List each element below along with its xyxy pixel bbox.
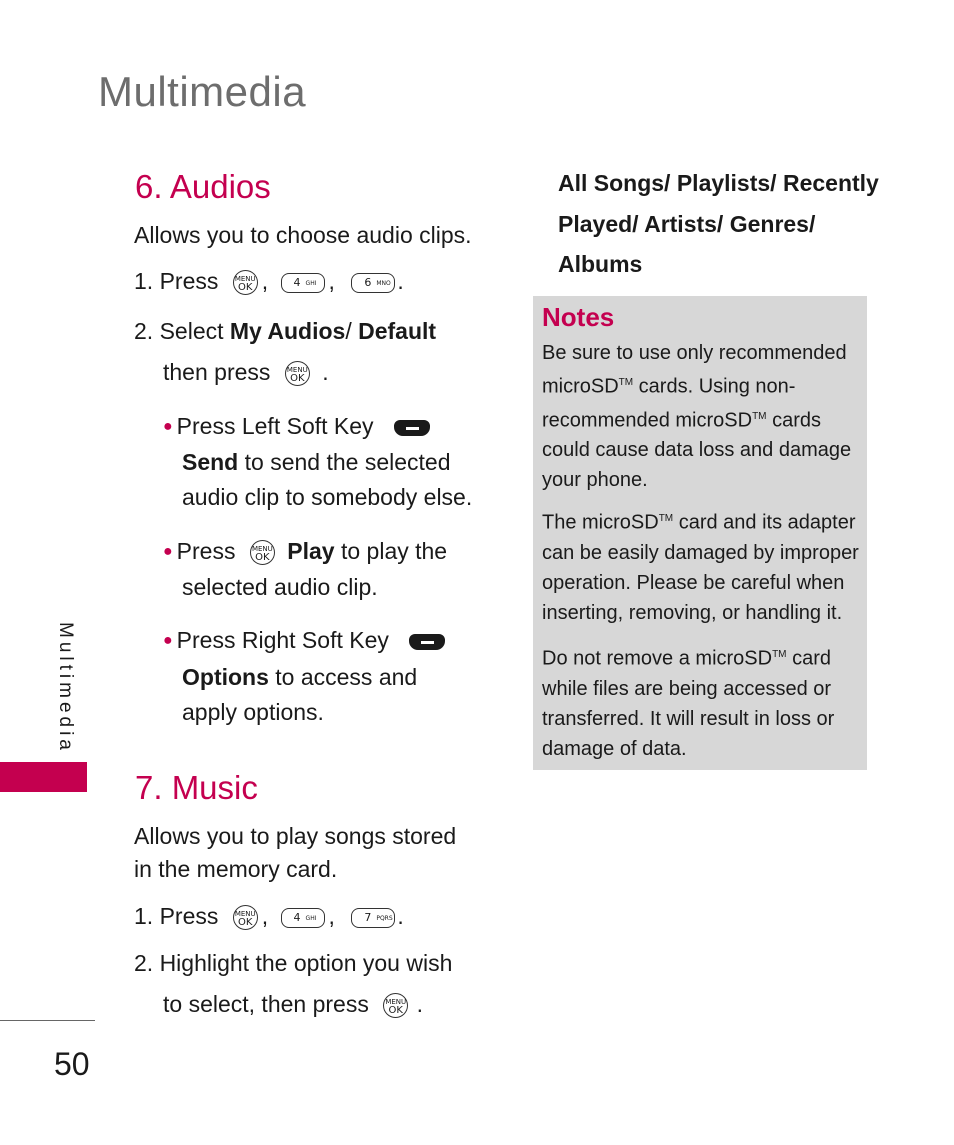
audios-step-2 <box>134 320 436 343</box>
note-text: cards <box>766 409 821 432</box>
trademark: TM <box>618 377 634 388</box>
key-number: 7 <box>364 910 372 924</box>
key-label: OK <box>238 917 253 929</box>
key-label: OK <box>255 552 270 564</box>
comma: , <box>328 903 335 929</box>
bullet-options <box>163 629 445 652</box>
note-2 <box>542 504 859 628</box>
notes-box <box>533 296 867 770</box>
comma: , <box>328 268 335 294</box>
music-intro-line2: in the memory card. <box>134 856 338 882</box>
bullet-text: Press Right Soft Key <box>176 627 389 653</box>
bullet-text: to send the selected <box>244 449 451 475</box>
key-number: 6 <box>364 275 372 289</box>
bullet-send <box>163 415 430 438</box>
music-heading: 7. Music <box>135 769 258 806</box>
period: . <box>397 903 404 929</box>
comma: , <box>261 268 269 294</box>
menu-ok-key-icon <box>233 905 258 930</box>
key-4-icon <box>281 908 325 928</box>
note-text: card and its adapter <box>673 511 856 534</box>
note-text: cards. Using non- <box>633 375 796 398</box>
period: . <box>416 991 424 1017</box>
music-options-line3: Albums <box>558 251 643 277</box>
music-intro-line1: Allows you to play songs stored <box>134 823 457 849</box>
trademark: TM <box>752 410 767 422</box>
section-tab-marker <box>0 762 87 792</box>
note-line: transferred. It will result in loss or <box>542 707 835 730</box>
note-line: damage of data. <box>542 737 687 760</box>
audios-step-2-cont <box>163 361 329 386</box>
bullet-icon: ● <box>163 632 173 649</box>
menu-path-my-audios: My Audios <box>229 318 346 344</box>
left-soft-key-icon <box>394 420 430 436</box>
key-label: MENU <box>251 545 273 554</box>
key-label: MENU <box>234 275 256 284</box>
key-6-icon <box>351 273 395 293</box>
step-label: 2. Select <box>134 318 224 344</box>
key-label: MENU <box>385 998 407 1007</box>
key-number: 4 <box>293 275 301 289</box>
key-label: MENU <box>286 366 308 375</box>
note-1 <box>542 338 851 495</box>
footer-divider <box>0 1020 95 1021</box>
music-options-line2: Played/ Artists/ Genres/ <box>558 211 816 237</box>
note-line <box>542 640 834 674</box>
menu-ok-key-icon <box>233 270 258 295</box>
bullet-play <box>163 540 447 565</box>
page-number: 50 <box>54 1046 90 1082</box>
key-label: OK <box>238 282 253 294</box>
music-step-1 <box>134 905 404 930</box>
key-7-icon <box>351 908 395 928</box>
key-label: OK <box>290 373 305 385</box>
menu-ok-key-icon <box>285 361 310 386</box>
note-line: while files are being accessed or <box>542 677 832 700</box>
period: . <box>322 359 329 385</box>
bullet-text: Press <box>176 538 236 564</box>
music-step-2-cont <box>163 993 423 1018</box>
note-line <box>542 402 851 436</box>
music-step-2: 2. Highlight the option you wish <box>134 950 453 976</box>
step-text: to select, then press <box>163 991 369 1017</box>
audios-step-1 <box>134 270 404 295</box>
bullet-send-line3: audio clip to somebody else. <box>182 484 473 510</box>
note-text: card <box>786 647 831 670</box>
step-label: 1. Press <box>134 268 219 294</box>
comma: , <box>261 903 269 929</box>
note-3 <box>542 640 834 764</box>
bullet-text: to play the <box>340 538 448 564</box>
bullet-text: to access and <box>275 664 418 690</box>
key-letters: GHI <box>305 279 317 287</box>
key-letters: GHI <box>305 914 317 922</box>
bullet-icon: ● <box>163 543 173 560</box>
note-line: operation. Please be careful when <box>542 571 845 594</box>
note-text: Do not remove a microSD <box>542 647 773 670</box>
side-section-label: Multimedia <box>55 622 76 754</box>
step-label: 1. Press <box>134 903 219 929</box>
bullet-send-line2 <box>182 451 451 474</box>
notes-title: Notes <box>542 302 615 332</box>
bullet-options-line3: apply options. <box>182 699 324 725</box>
audios-intro: Allows you to choose audio clips. <box>134 222 472 248</box>
note-text: microSD <box>542 375 619 398</box>
separator: / <box>345 318 352 344</box>
page-title: Multimedia <box>98 68 307 115</box>
key-letters: PQRS <box>376 914 393 922</box>
key-label: OK <box>388 1005 403 1017</box>
key-number: 4 <box>293 910 301 924</box>
period: . <box>397 268 404 294</box>
note-text: recommended microSD <box>542 409 753 432</box>
menu-path-default: Default <box>358 318 437 344</box>
music-options-line1: All Songs/ Playlists/ Recently <box>558 170 879 196</box>
step-text: then press <box>163 359 271 385</box>
options-label: Options <box>182 664 269 690</box>
note-line: can be easily damaged by improper <box>542 541 859 564</box>
note-line: Be sure to use only recommended <box>542 342 847 364</box>
key-letters: MNO <box>376 279 391 287</box>
note-line: could cause data loss and damage <box>542 439 852 462</box>
menu-ok-key-icon <box>250 540 275 565</box>
menu-ok-key-icon <box>383 993 408 1018</box>
bullet-icon: ● <box>163 418 173 435</box>
key-label: MENU <box>234 910 256 919</box>
key-4-icon <box>281 273 325 293</box>
note-line: your phone. <box>542 469 648 492</box>
note-line <box>542 504 859 538</box>
audios-heading: 6. Audios <box>135 168 271 205</box>
trademark: TM <box>658 513 674 524</box>
bullet-play-line2: selected audio clip. <box>182 574 378 600</box>
send-label: Send <box>182 449 239 475</box>
bullet-text: Press Left Soft Key <box>176 413 374 439</box>
note-line <box>542 368 851 402</box>
right-soft-key-icon <box>409 634 445 650</box>
note-text: The microSD <box>542 511 659 534</box>
trademark: TM <box>772 649 787 660</box>
play-label: Play <box>287 538 335 564</box>
bullet-options-line2 <box>182 666 417 689</box>
note-line: inserting, removing, or handling it. <box>542 601 843 624</box>
